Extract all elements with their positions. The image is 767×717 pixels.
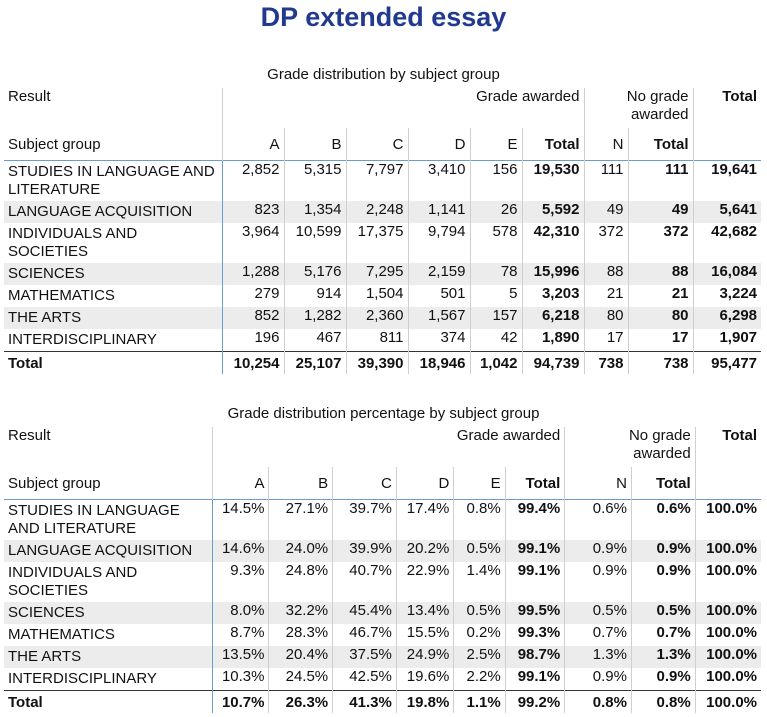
table-cell: 14.6% [213,540,269,562]
table-cell: 1,907 [693,329,761,352]
table-cell: 100.0% [695,500,761,541]
table-cell: 374 [408,329,470,352]
table-cell: 13.5% [213,646,269,668]
row-label: SCIENCES [4,263,222,285]
table-cell: 0.5% [565,602,632,624]
table2-caption: Grade distribution percentage by subject group [227,405,540,422]
table-cell: 24.9% [396,646,454,668]
total-cell: 19.8% [396,691,454,714]
table-cell: 24.8% [269,562,333,602]
table-cell: 99.4% [505,500,565,541]
table-cell: 24.0% [269,540,333,562]
table-cell: 49 [584,201,628,223]
table-cell: 0.9% [632,562,696,602]
column-header: Total [628,128,693,161]
table-row [4,668,761,691]
row-label: INTERDISCIPLINARY [8,670,157,687]
total-header: Total [693,88,761,128]
table-cell: 578 [470,223,522,263]
table-cell: 196 [222,329,284,352]
table-cell: 1,354 [284,201,346,223]
table1-caption: Grade distribution by subject group [267,66,500,83]
column-header: B [284,128,346,161]
table-cell: 2.2% [454,668,505,691]
table-cell: 19,530 [522,161,584,202]
total-cell: 100.0% [695,691,761,714]
table-cell: 24.5% [269,668,333,691]
table-cell: 100.0% [695,646,761,668]
grade-awarded-header: Grade awarded [222,88,584,128]
column-header: A [213,467,269,500]
total-cell: 95,477 [693,352,761,375]
table-cell: 22.9% [396,562,454,602]
subject-group-header: Subject group [8,135,101,153]
table-cell: 17.4% [396,500,454,541]
table-cell: 279 [222,285,284,307]
table-cell: 0.5% [632,602,696,624]
table-cell: 99.3% [505,624,565,646]
subheader-row [4,467,761,500]
table-row [4,500,761,541]
table-cell: 0.7% [632,624,696,646]
table-cell: 157 [470,307,522,329]
table-cell: 0.8% [454,500,505,541]
table-cell: 9.3% [213,562,269,602]
table-row [4,624,761,646]
table-cell: 914 [284,285,346,307]
table-cell: 111 [584,161,628,202]
table-cell: 28.3% [269,624,333,646]
table-cell: 10.3% [213,668,269,691]
table-cell: 852 [222,307,284,329]
table-cell: 39.9% [333,540,397,562]
table-cell: 27.1% [269,500,333,541]
table-cell: 26 [470,201,522,223]
column-header: E [470,128,522,161]
table-cell: 6,218 [522,307,584,329]
table-cell: 1,288 [222,263,284,285]
table-cell: 2.5% [454,646,505,668]
table-cell: 1,141 [408,201,470,223]
total-cell: 1,042 [470,352,522,375]
table-cell: 16,084 [693,263,761,285]
total-cell: 41.3% [333,691,397,714]
total-label: Total [4,352,222,375]
table-cell: 100.0% [695,562,761,602]
table-cell: 99.5% [505,602,565,624]
table-cell: 17,375 [346,223,408,263]
row-label: STUDIES IN LANGUAGE AND LITERATURE [4,161,222,202]
table-cell: 20.2% [396,540,454,562]
table-row [4,223,761,263]
table-cell: 80 [584,307,628,329]
table-cell: 0.2% [454,624,505,646]
table-cell: 1.3% [632,646,696,668]
table-cell: 15.5% [396,624,454,646]
table-cell: 88 [584,263,628,285]
grade-percentage-table [4,427,761,713]
table-cell: 0.6% [632,500,696,541]
table-row [4,540,761,562]
table-cell: 20.4% [269,646,333,668]
table-cell: 2,360 [346,307,408,329]
table-row [4,201,761,223]
table-cell: 42 [470,329,522,352]
row-label: MATHEMATICS [8,287,115,304]
grade-awarded-header: Grade awarded [213,427,565,467]
table-cell: 823 [222,201,284,223]
total-label: Total [4,691,213,714]
column-header: Total [522,128,584,161]
table-cell: 0.5% [454,540,505,562]
total-cell: 99.2% [505,691,565,714]
no-grade-header: No grade awarded [584,88,693,128]
table-cell: 372 [584,223,628,263]
table-cell: 3,203 [522,285,584,307]
table-row [4,329,761,352]
table-row [4,263,761,285]
total-cell: 94,739 [522,352,584,375]
row-label: LANGUAGE ACQUISITION [4,540,213,562]
table-cell: 39.7% [333,500,397,541]
table-cell: 156 [470,161,522,202]
header-spacer [693,128,761,161]
table-row [4,646,761,668]
table-cell: 7,797 [346,161,408,202]
header-row [4,427,761,467]
table-cell: 14.5% [213,500,269,541]
row-label: MATHEMATICS [8,626,115,643]
column-header: A [222,128,284,161]
header-spacer [695,467,761,500]
table-cell: 8.0% [213,602,269,624]
table-cell: 99.1% [505,668,565,691]
row-label: INDIVIDUALS AND SOCIETIES [8,564,138,599]
table-cell: 467 [284,329,346,352]
table-cell: 2,159 [408,263,470,285]
total-cell: 0.8% [565,691,632,714]
table-row [4,161,761,202]
table-cell: 17 [584,329,628,352]
row-label: THE ARTS [4,307,222,329]
table-cell: 19.6% [396,668,454,691]
column-header: N [584,128,628,161]
column-header: E [454,467,505,500]
table-cell: 99.1% [505,562,565,602]
column-header: C [333,467,397,500]
header-row [4,88,761,128]
column-header: C [346,128,408,161]
table-cell: 1,282 [284,307,346,329]
table-cell: 42,310 [522,223,584,263]
table-cell: 49 [628,201,693,223]
table-cell: 100.0% [695,602,761,624]
table-cell: 80 [628,307,693,329]
total-cell: 738 [584,352,628,375]
table-cell: 78 [470,263,522,285]
table-cell: 7,295 [346,263,408,285]
row-label: SCIENCES [4,602,213,624]
table-cell: 2,852 [222,161,284,202]
total-row [4,691,761,714]
table-cell: 3,224 [693,285,761,307]
result-header: Result [8,88,51,105]
table-cell: 42,682 [693,223,761,263]
table-cell: 15,996 [522,263,584,285]
table-cell: 811 [346,329,408,352]
table-cell: 1.4% [454,562,505,602]
table-cell: 46.7% [333,624,397,646]
table-cell: 501 [408,285,470,307]
table-cell: 5,315 [284,161,346,202]
subheader-row [4,128,761,161]
subject-group-header: Subject group [8,474,101,492]
table-cell: 0.9% [565,562,632,602]
table-cell: 2,248 [346,201,408,223]
column-header: B [269,467,333,500]
table-cell: 5 [470,285,522,307]
table-cell: 1,567 [408,307,470,329]
column-header: N [565,467,632,500]
table-cell: 5,641 [693,201,761,223]
table-cell: 0.9% [632,540,696,562]
table-cell: 0.7% [565,624,632,646]
table-cell: 0.9% [565,540,632,562]
total-cell: 18,946 [408,352,470,375]
total-cell: 26.3% [269,691,333,714]
table-cell: 100.0% [695,624,761,646]
table-cell: 1.3% [565,646,632,668]
total-cell: 10.7% [213,691,269,714]
table-cell: 10,599 [284,223,346,263]
total-cell: 39,390 [346,352,408,375]
table-cell: 1,890 [522,329,584,352]
table-cell: 3,964 [222,223,284,263]
total-cell: 0.8% [632,691,696,714]
total-cell: 10,254 [222,352,284,375]
total-cell: 738 [628,352,693,375]
table-cell: 40.7% [333,562,397,602]
table-cell: 5,592 [522,201,584,223]
table-row [4,602,761,624]
row-label: INDIVIDUALS AND SOCIETIES [8,225,138,260]
table-cell: 45.4% [333,602,397,624]
total-cell: 1.1% [454,691,505,714]
table-cell: 37.5% [333,646,397,668]
table-cell: 111 [628,161,693,202]
row-label: INTERDISCIPLINARY [8,331,157,348]
table-cell: 372 [628,223,693,263]
table-cell: 17 [628,329,693,352]
table-cell: 21 [584,285,628,307]
table-cell: 0.6% [565,500,632,541]
table-cell: 6,298 [693,307,761,329]
page-title: DP extended essay [260,2,507,32]
grade-distribution-table [4,88,761,374]
table-cell: 100.0% [695,540,761,562]
table-cell: 32.2% [269,602,333,624]
table-cell: 0.5% [454,602,505,624]
column-header: D [408,128,470,161]
table-row [4,285,761,307]
table-cell: 0.9% [565,668,632,691]
row-label: STUDIES IN LANGUAGE AND LITERATURE [4,500,213,541]
result-header: Result [8,427,51,444]
table-cell: 0.9% [632,668,696,691]
table-cell: 19,641 [693,161,761,202]
table-row [4,307,761,329]
table-cell: 8.7% [213,624,269,646]
table-cell: 3,410 [408,161,470,202]
no-grade-header: No grade awarded [565,427,695,467]
row-label: LANGUAGE ACQUISITION [4,201,222,223]
table-cell: 5,176 [284,263,346,285]
table-cell: 13.4% [396,602,454,624]
column-header: Total [505,467,565,500]
table-cell: 21 [628,285,693,307]
table-cell: 42.5% [333,668,397,691]
table-cell: 99.1% [505,540,565,562]
table-cell: 98.7% [505,646,565,668]
row-label: THE ARTS [4,646,213,668]
total-cell: 25,107 [284,352,346,375]
table-cell: 9,794 [408,223,470,263]
table-row [4,562,761,602]
total-header: Total [695,427,761,467]
total-row [4,352,761,375]
column-header: D [396,467,454,500]
table-cell: 1,504 [346,285,408,307]
table-cell: 100.0% [695,668,761,691]
table-cell: 88 [628,263,693,285]
column-header: Total [632,467,696,500]
